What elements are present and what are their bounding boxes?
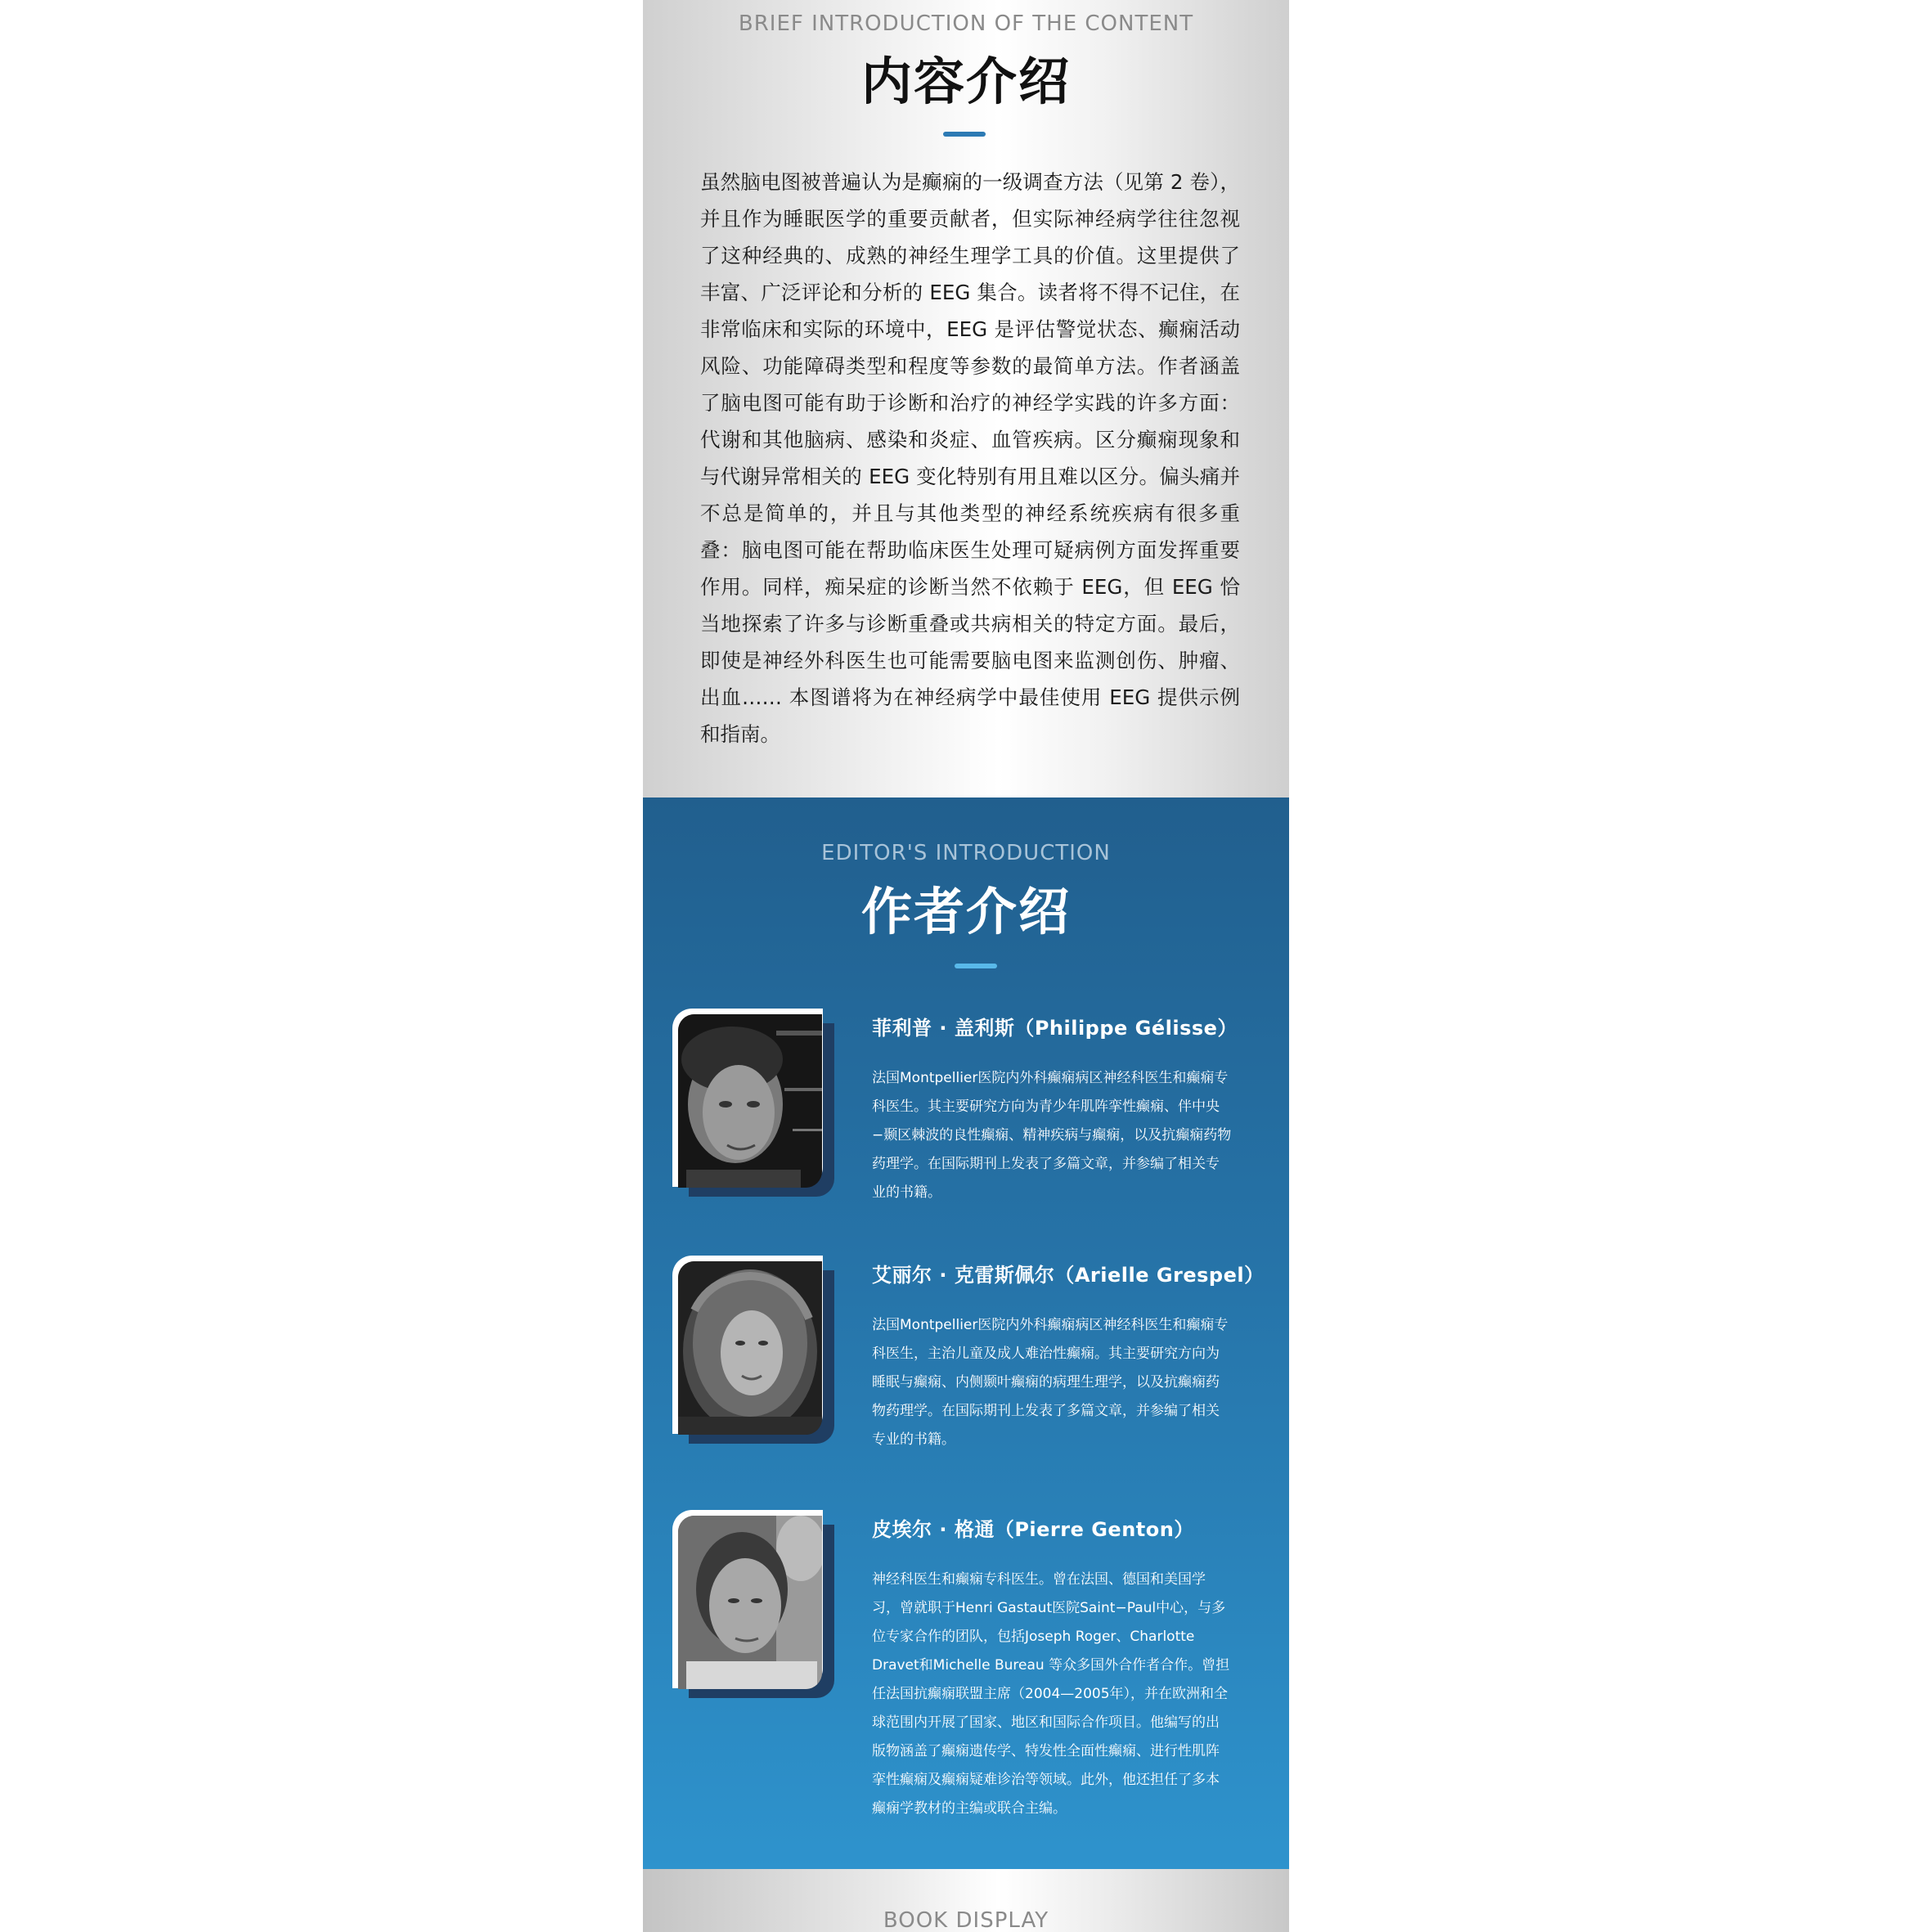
editor-chinese-heading: 作者介绍 — [860, 882, 1071, 941]
content-chinese-heading: 内容介绍 — [860, 52, 1071, 111]
author-bio: 神经科医生和癫痫专科医生。曾在法国、德国和美国学习，曾就职于Henri Gastaut医院Saint−Paul中心，与多位专家合作的团队，包括Joseph Roger、Charlotte Dravet和Michelle Bureau 等众多国外合作者合作。曾担任法国抗癫痫联盟主席（2004—2005年），并在欧洲和全球范围内开展了国家、地区和国际合作项目。他编写的出版物涵盖了癫痫遗传学、特发性全面性癫痫、进行性肌阵挛性癫痫及癫痫疑难诊治等领域。此外，他还担任了多本癫痫学教材的主编或联合主编。 — [872, 1571, 1230, 1817]
heading-underline — [955, 964, 997, 968]
content-body-text: 虽然脑电图被普遍认为是癫痫的一级调查方法（见第 2 卷），并且作为睡眠医学的重要贡献者，但实际神经病学往往忽视了这种经典的、成熟的神经生理学工具的价值。这里提供了丰富、广泛评论和分析的 EEG 集合。读者将不得不记住，在非常临床和实际的环境中，EEG 是评估警觉状态、癫痫活动风险、功能障碍类型和程度等参数的最简单方法。作者涵盖了脑电图可能有助于诊断和治疗的神经学实践的许多方面：代谢和其他脑病、感染和炎症、血管疾病。区分癫痫现象和与代谢异常相关的 EEG 变化特别有用且难以区分。偏头痛并不总是简单的，并且与其他类型的神经系统疾病有很多重叠：脑电图可能在帮助临床医生处理可疑病例方面发挥重要作用。同样，痴呆症的诊断当然不依赖于 EEG，但 EEG 恰当地探索了许多与诊断重叠或共病相关的特定方面。最后，即使是神经外科医生也可能需要脑电图来监测创伤、肿瘤、出血…… 本图谱将为在神经病学中最佳使用 EEG 提供示例和指南。 — [700, 170, 1240, 746]
author-name: 皮埃尔 · 格通（Pierre Genton） — [872, 1518, 1194, 1541]
content-english-heading: BRIEF INTRODUCTION OF THE CONTENT — [738, 11, 1194, 36]
editor-english-heading: EDITOR'S INTRODUCTION — [821, 841, 1111, 865]
book-display-section — [643, 1869, 1289, 1932]
author-bio: 法国Montpellier医院内外科癫痫病区神经科医生和癫痫专科医生，主治儿童及成人难治性癫痫。其主要研究方向为睡眠与癫痫、内侧颞叶癫痫的病理生理学，以及抗癫痫药物药理学。在国际期刊上发表了多篇文章，并参编了相关专业的书籍。 — [872, 1317, 1229, 1448]
heading-underline — [943, 132, 986, 137]
author-name: 艾丽尔 · 克雷斯佩尔（Arielle Grespel） — [872, 1264, 1265, 1287]
author-photo — [678, 1014, 822, 1188]
content-introduction-section — [643, 0, 1289, 798]
product-detail-page — [643, 0, 1289, 1932]
author-photo — [678, 1516, 822, 1689]
author-photo-frame — [672, 1009, 833, 1198]
author-name: 菲利普 · 盖利斯（Philippe Gélisse） — [872, 1017, 1238, 1040]
author-photo-frame — [672, 1510, 833, 1700]
author-photo — [678, 1261, 822, 1435]
author-bio: 法国Montpellier医院内外科癫痫病区神经科医生和癫痫专科医生。其主要研究方向为青少年肌阵挛性癫痫、伴中央−颞区棘波的良性癫痫、精神疾病与癫痫，以及抗癫痫药物药理学。在国际期刊上发表了多篇文章，并参编了相关专业的书籍。 — [872, 1070, 1232, 1201]
book-display-heading: BOOK DISPLAY — [883, 1908, 1049, 1932]
author-photo-frame — [672, 1256, 833, 1445]
